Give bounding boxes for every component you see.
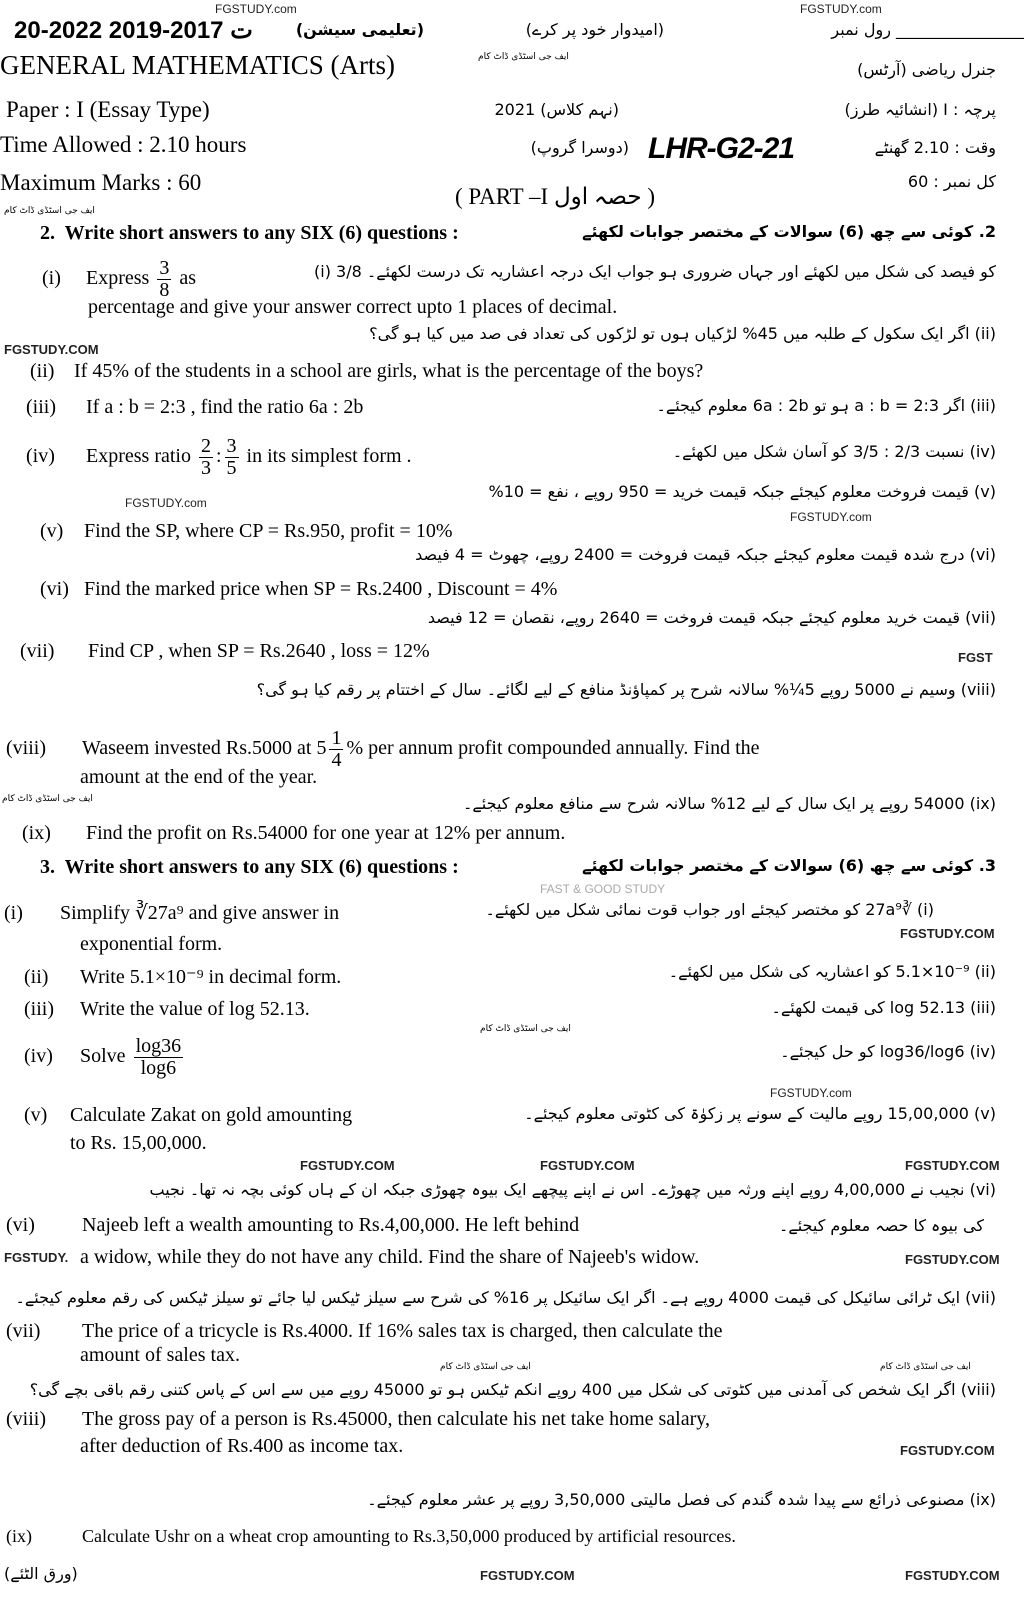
denominator: 8: [159, 279, 170, 301]
numerator: 3: [159, 257, 170, 279]
q3-vii: [6, 1320, 723, 1343]
q3-ix-urdu: (ix) مصنوعی ذرائع سے پیدا شدہ گندم کی فصل مالیتی 3,50,000 روپے پر عشر معلوم کیجئے۔: [367, 1490, 996, 1509]
q-num: (iv): [26, 445, 55, 468]
q-num: (ix): [6, 1526, 32, 1546]
q3-ix: [6, 1526, 736, 1547]
q-text: Find CP , when SP = Rs.2640 , loss = 12%: [88, 640, 430, 662]
q-text: Calculate Ushr on a wheat crop amounting to Rs.3,50,000 produced by artificial resources.: [82, 1526, 736, 1546]
q2-number: 2.: [40, 222, 55, 244]
q3-heading-urdu: [582, 856, 996, 875]
q-text: Find the marked price when SP = Rs.2400 , Discount = 4%: [84, 578, 558, 600]
q2-viii: [6, 728, 760, 771]
q3-iii-urdu: (iii) log 52.13 کی قیمت لکھئے۔: [771, 998, 996, 1017]
q3-i-urdu: (i) ∛27a⁹ کو مختصر کیجئے اور جواب قوت نمائی شکل میں لکھئے۔: [485, 900, 934, 919]
group-label: (دوسرا گروپ): [530, 138, 629, 157]
paper-label: Paper : I (Essay Type): [6, 97, 210, 122]
maximum-marks: Maximum Marks : 60: [0, 170, 202, 195]
watermark: FGSTUDY.COM: [4, 342, 99, 357]
q2-ii-urdu: (ii) اگر ایک سکول کے طلبہ میں 45% لڑکیاں ہوں تو لڑکوں کی تعداد فی صد میں کیا ہو گی؟: [369, 324, 996, 343]
q-text: If 45% of the students in a school are girls, what is the percentage of the boys?: [74, 360, 704, 382]
watermark-urdu: ایف جی اسٹڈی ڈاٹ کام: [4, 206, 95, 216]
q3-number: 3.: [40, 856, 55, 878]
q3-viii-cont: after deduction of Rs.400 as income tax.: [80, 1435, 404, 1457]
q-num: (i): [4, 902, 23, 924]
q-num: (i): [42, 267, 61, 290]
watermark: FGSTUDY.COM: [480, 1568, 575, 1583]
q2-heading-text: Write short answers to any SIX (6) questions :: [64, 222, 459, 244]
q-num: (v): [40, 520, 64, 542]
q-text: Express ratio: [86, 445, 191, 468]
denominator: 5: [226, 457, 237, 479]
q-num: (vii): [20, 640, 55, 662]
maximum-marks-urdu: کل نمبر : 60: [907, 172, 996, 191]
q-text: Najeeb left a wealth amounting to Rs.4,00,000. He left behind: [82, 1214, 580, 1236]
watermark: FGSTUDY.COM: [905, 1252, 1000, 1267]
watermark: FGSTUDY.com: [215, 2, 297, 16]
q3-v-cont: to Rs. 15,00,000.: [70, 1132, 207, 1154]
roll-number-field: ________________ رول نمبر: [831, 20, 1024, 39]
q-num: (v): [24, 1104, 48, 1126]
watermark: FGSTUDY.COM: [300, 1158, 395, 1173]
q-num: (vii): [6, 1320, 41, 1342]
q3-v-urdu: (v) 15,00,000 روپے مالیت کے سونے پر زکوٰۃ کی کٹوتی معلوم کیجئے۔: [524, 1104, 996, 1123]
q-num: (ii): [30, 360, 55, 382]
q2-i-urdu: کو فیصد کی شکل میں لکھئے اور جہاں ضروری ہو جواب ایک درجہ اعشاریہ تک درست لکھئے۔ 3/8 (i): [314, 262, 996, 281]
watermark: FGSTUDY.COM: [905, 1568, 1000, 1583]
q3-vi-cont: a widow, while they do not have any child. Find the share of Najeeb's widow.: [80, 1246, 700, 1268]
q-num: (vi): [40, 578, 69, 600]
denominator: 3: [200, 457, 211, 479]
q3-vii-cont: amount of sales tax.: [80, 1344, 240, 1366]
watermark: FGSTUDY.com: [800, 2, 882, 16]
session-years: 20-2022 ت 2017-2019: [14, 17, 253, 44]
q-text: Write the value of log 52.13.: [80, 998, 310, 1020]
q3-iii: [24, 998, 310, 1021]
q-text: Find the profit on Rs.54000 for one year at 12% per annum.: [86, 822, 566, 844]
q-num: (iii): [26, 396, 56, 418]
q2-viii-cont: amount at the end of the year.: [80, 766, 318, 788]
q-num: (ix): [22, 822, 51, 844]
q-text: Express: [86, 267, 150, 290]
q-num: (vi): [6, 1214, 35, 1236]
q-text: Calculate Zakat on gold amounting: [70, 1104, 353, 1126]
numerator: 3: [226, 435, 237, 457]
q3-heading-urdu-text: کوئی سے چھ (6) سوالات کے مختصر جوابات لکھئے: [582, 856, 974, 875]
q2-i-cont: percentage and give your answer correct upto 1 places of decimal.: [88, 296, 618, 318]
q2-vi: [40, 578, 557, 601]
q-text: Write 5.1×10⁻⁹ in decimal form.: [80, 966, 342, 988]
watermark-stamp: FAST & GOOD STUDY: [540, 882, 666, 896]
q2-ii: [30, 360, 703, 383]
watermark: FGSTUDY.COM: [900, 1443, 995, 1458]
watermark: FGSTUDY.: [4, 1250, 69, 1265]
q2-vii-urdu: (vii) قیمت خرید معلوم کیجئے جبکہ قیمت فروخت = 2640 روپے، نقصان = 12 فیصد: [427, 608, 996, 627]
fraction: [157, 258, 171, 301]
q-text: Solve: [80, 1045, 126, 1068]
q-text: in its simplest form .: [246, 445, 412, 468]
fraction: [199, 436, 213, 479]
paper-code: LHR-G2-21: [648, 132, 795, 165]
watermark-urdu: ایف جی اسٹڈی ڈاٹ کام: [880, 1362, 971, 1372]
q-num: (viii): [6, 1408, 46, 1430]
watermark: FGSTUDY.com: [125, 496, 207, 510]
denominator: log6: [140, 1057, 177, 1079]
fraction: [225, 436, 239, 479]
q-text: The price of a tricycle is Rs.4000. If 16% sales tax is charged, then calculate the: [82, 1320, 723, 1342]
time-allowed-urdu: وقت : 2.10 گھنٹے: [874, 138, 996, 157]
numerator: 2: [200, 435, 211, 457]
q-num: (ii): [24, 966, 49, 988]
watermark: FGSTUDY.COM: [905, 1158, 1000, 1173]
paper-title: GENERAL MATHEMATICS (Arts): [0, 50, 395, 80]
time-allowed: Time Allowed : 2.10 hours: [0, 132, 247, 157]
q3-vi: [6, 1214, 579, 1237]
q2-heading-urdu: [582, 222, 996, 241]
turn-over-note: (ورق الٹئے): [4, 1564, 78, 1583]
watermark-urdu: ایف جی اسٹڈی ڈاٹ کام: [440, 1362, 531, 1372]
watermark-urdu: ایف جی اسٹڈی ڈاٹ کام: [2, 794, 93, 804]
q2-v-urdu: (v) قیمت فروخت معلوم کیجئے جبکہ قیمت خرید = 950 روپے ، نفع = 10%: [488, 482, 996, 501]
q3-viii: [6, 1408, 710, 1431]
numerator: log36: [135, 1035, 182, 1057]
watermark: FGSTUDY.com: [770, 1086, 852, 1100]
paper-label-urdu: پرچہ : I (انشائیہ طرز): [844, 100, 996, 119]
q2-i: [42, 258, 196, 301]
q2-heading: [40, 222, 459, 245]
part-heading: ( PART –I حصہ اول ): [455, 184, 655, 209]
q-text: as: [179, 267, 196, 290]
q3-ii-urdu: (ii) 5.1×10⁻⁹ کو اعشاریہ کی شکل میں لکھئے۔: [668, 962, 996, 981]
watermark: FGSTUDY.COM: [540, 1158, 635, 1173]
watermark-urdu: ایف جی اسٹڈی ڈاٹ کام: [480, 1024, 571, 1034]
q-num: (iii): [24, 998, 54, 1020]
q2-vii: [20, 640, 430, 663]
watermark: FGSTUDY.com: [790, 510, 872, 524]
numerator: 1: [331, 727, 342, 749]
q-num: (viii): [6, 737, 46, 760]
fraction: [134, 1036, 184, 1079]
q3-vii-urdu: (vii) ایک ٹرائی سائیکل کی قیمت 4000 روپے ہے۔ اگر ایک سائیکل پر 16% کی شرح سے سیلز ٹیکس لیا جائے تو سیلز ٹیکس کی رقم معلوم کیجئے۔: [15, 1288, 996, 1307]
candidate-note: (امیدوار خود پر کرے): [525, 20, 664, 39]
q3-vi-urdu: (vi) نجیب نے 4,00,000 روپے اپنے ورثہ میں چھوڑے۔ اس نے اپنے پیچھے ایک بیوہ چھوڑی جبکہ ان کے ہاں کوئی بچہ نہ تھا۔ نجیب: [149, 1180, 996, 1199]
q2-iii-urdu: (iii) اگر a : b = 2:3 ہو تو 6a : 2b معلوم کیجئے۔: [656, 396, 996, 415]
q2-iv: (iv) Express ratio $\frac{2}{3}$ : $\frac{3}{5}$ in its simplest form .: [26, 435, 412, 479]
q3-ii: [24, 964, 341, 989]
fraction: [329, 728, 343, 771]
session-label: (تعلیمی سیشن): [295, 20, 424, 39]
q-text: If a : b = 2:3 , find the ratio 6a : 2b: [86, 396, 364, 418]
q3-v: [24, 1104, 352, 1127]
q2-iii: [26, 396, 363, 419]
q-num: (iv): [24, 1045, 53, 1068]
q-text: The gross pay of a person is Rs.45000, then calculate his net take home salary,: [82, 1408, 710, 1430]
watermark: FGST: [958, 650, 993, 665]
q3-vi-urdu-cont: کی بیوہ کا حصہ معلوم کیجئے۔: [778, 1216, 984, 1235]
q3-heading: [40, 856, 459, 879]
class-label: (نہم کلاس) 2021: [494, 100, 619, 119]
q3-iv: [24, 1036, 186, 1079]
q3-viii-urdu: (viii) اگر ایک شخص کی آمدنی میں کٹوتی کی شکل میں 400 روپے انکم ٹیکس ہو تو 45000 روپے میں سے اس کے پاس کتنی رقم باقی بچے گی؟: [29, 1380, 996, 1399]
q3-heading-text: Write short answers to any SIX (6) questions :: [64, 856, 459, 878]
q-text: Simplify ∛27a⁹ and give answer in: [60, 902, 340, 924]
q2-vi-urdu: (vi) درج شدہ قیمت معلوم کیجئے جبکہ قیمت فروخت = 2400 روپے، چھوٹ = 4 فیصد: [415, 545, 996, 564]
q-text: Find the SP, where CP = Rs.950, profit = 10%: [84, 520, 453, 542]
q2-iv-urdu: (iv) نسبت 2/3 : 3/5 کو آسان شکل میں لکھئے۔: [672, 442, 996, 461]
q-text: % per annum profit compounded annually. Find the: [346, 737, 760, 760]
q3-i-cont: exponential form.: [80, 933, 223, 955]
watermark-urdu: ایف جی اسٹڈی ڈاٹ کام: [478, 52, 569, 62]
watermark: FGSTUDY.COM: [900, 926, 995, 941]
q2-viii-urdu: (viii) وسیم نے 5000 روپے 5¼% سالانہ شرح پر کمپاؤنڈ منافع کے لیے لگائے۔ سال کے اختتام پر رقم کیا ہو گی؟: [256, 680, 996, 699]
q2-heading-urdu-text: کوئی سے چھ (6) سوالات کے مختصر جوابات لکھئے: [582, 222, 974, 241]
q2-ix-urdu: (ix) 54000 روپے پر ایک سال کے لیے 12% سالانہ شرح سے منافع معلوم کیجئے۔: [463, 794, 996, 813]
q2-v: [40, 520, 453, 543]
q3-i: [4, 900, 339, 925]
q3-iv-urdu: (iv) log36/log6 کو حل کیجئے۔: [780, 1042, 996, 1061]
denominator: 4: [331, 749, 342, 771]
q2-number-urdu: 2.: [978, 222, 996, 241]
q-text: Waseem invested Rs.5000 at 5: [82, 737, 327, 760]
q2-ix: [22, 822, 565, 845]
paper-title-urdu: جنرل ریاضی (آرٹس): [857, 60, 996, 79]
q3-number-urdu: 3.: [978, 856, 996, 875]
